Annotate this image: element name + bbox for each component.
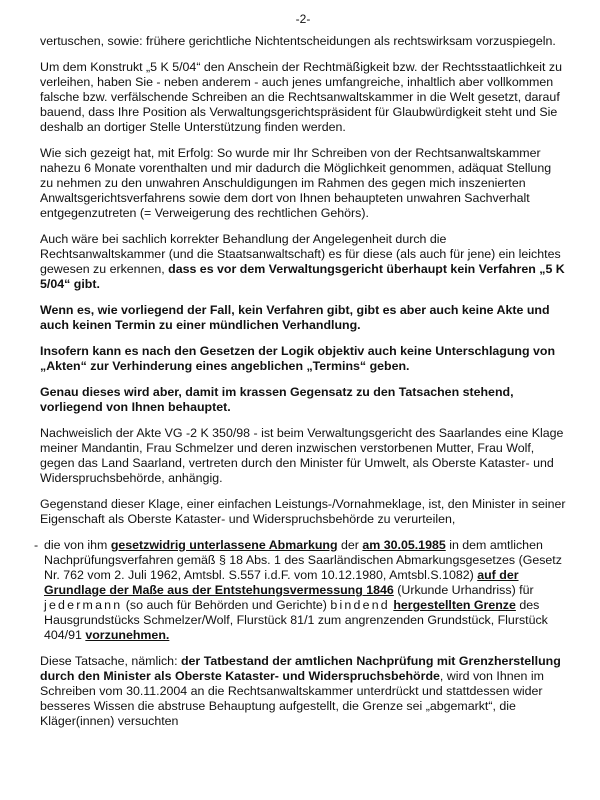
paragraph-6: Insofern kann es nach den Gesetzen der Logik objektiv auch keine Unterschlagung von „Akten“ zur Verhinderung eines angeblichen „Termins“ geben. <box>40 344 556 373</box>
paragraph-4 <box>40 232 566 292</box>
list-dash: - <box>34 538 39 552</box>
paragraph-8: Nachweislich der Akte VG -2 K 350/98 - ist beim Verwaltungsgericht des Saarlandes eine Klage meiner Mandantin, Frau Schmelzer und deren inzwischen verstorbenen Mutter, Frau Wolf, gegen das Land Saarland, vertreten durch den Minister für Umwelt, als Oberste Kataster- und Widerspruchsbehörde, anhängig. <box>40 426 564 485</box>
list-text-4: (Urkunde Urhandriss) für <box>393 583 534 597</box>
final-text-1: Diese Tatsache, nämlich: <box>40 654 181 668</box>
list-text-1: die von ihm <box>44 538 111 552</box>
paragraph-2: Um dem Konstrukt „5 K 5/04“ den Anschein der Rechtmäßigkeit bzw. der Rechtsstaatlichkeit zu verleihen, haben Sie - neben anderem - auch jenes umfangreiche, inhaltlich aber vollkommen falsche bzw. verfälschende Schreiben an die Rechtsanwaltskammer in die Welt gesetzt, darauf bauend, dass Ihre Position als Verwaltungsgerichtspräsident für Glaubwürdigkeit steht und Sie deshalb an dortiger Stelle Unterstützung finden werden. <box>40 60 563 134</box>
final-paragraph <box>40 654 566 729</box>
list-emphasis-1: gesetzwidrig unterlassene Abmarkung <box>110 538 338 552</box>
paragraph-7: Genau dieses wird aber, damit im krassen Gegensatz zu den Tatsachen stehend, vorliegend von Ihnen behauptet. <box>40 385 514 414</box>
list-text-5: (so auch für Behörden und Gerichte) <box>122 598 331 612</box>
list-jedermann: jedermann <box>44 598 123 612</box>
list-item <box>34 538 566 643</box>
list-date: am 30.05.1985 <box>362 538 446 552</box>
list-bindend: bindend <box>330 598 390 612</box>
list-emphasis-3: hergestellten Grenze <box>393 598 516 612</box>
list-text-6: des Hausgrundstücks Schmelzer/Wolf, Flurstück 81/1 zum angrenzenden Grundstück, Flurstück 404/91 <box>44 598 548 642</box>
paragraph-3: Wie sich gezeigt hat, mit Erfolg: So wurde mir Ihr Schreiben von der Rechtsanwaltskammer nahezu 6 Monate vorenthalten und mir dadurch die Möglichkeit genommen, adäquat Stellung zu nehmen zu den unwahren Anschuldigungen im Rahmen des gegen mich inszenierten Anwaltsgerichtsverfahrens sowie dem dort von Ihnen behaupteten unwahren Sachverhalt entgegenzutreten (= Verweigerung des rechtlichen Gehörs). <box>40 146 552 220</box>
paragraph-4-emphasis: dass es vor dem Verwaltungsgericht überhaupt kein Verfahren „5 K 5/04“ gibt. <box>40 262 565 291</box>
list-emphasis-2: auf der Grundlage der Maße aus der Entstehungsvermessung 1846 <box>44 568 519 597</box>
page-number: -2- <box>295 12 311 26</box>
paragraph-1: vertuschen, sowie: frühere gerichtliche Nichtentscheidungen als rechtswirksam vorzuspiegeln. <box>40 34 556 48</box>
list-emphasis-4: vorzunehmen. <box>85 628 170 642</box>
list-text-2: der <box>337 538 363 552</box>
paragraph-9: Gegenstand dieser Klage, einer einfachen Leistungs-/Vornahmeklage, ist, den Minister in seiner Eigenschaft als Oberste Kataster- und Widerspruchsbehörde zu verurteilen, <box>40 497 566 526</box>
paragraph-5: Wenn es, wie vorliegend der Fall, kein Verfahren gibt, gibt es aber auch keine Akte und auch keinen Termin zu einer mündlichen Verhandlung. <box>40 303 550 332</box>
final-text-2: , wird von Ihnen im Schreiben vom 30.11.2004 an die Rechtsanwaltskammer unterdrückt und stattdessen wider besseres Wissen die abstruse Behauptung aufgestellt, die Grenze sei „abgemarkt“, die Kläger(innen) versuchten <box>40 669 544 728</box>
final-emphasis: der Tatbestand der amtlichen Nachprüfung mit Grenzherstellung durch den Minister als Oberste Kataster- und Widerspruchsbehörde <box>40 654 561 683</box>
paragraph-4-text: Auch wäre bei sachlich korrekter Behandlung der Angelegenheit durch die Rechtsanwaltskammer (und die Staatsanwaltschaft) es für diese (als auch für jene) ein leichtes gewesen zu erkennen, <box>40 232 561 276</box>
list-text-3: in dem amtlichen Nachprüfungsverfahren gemäß § 18 Abs. 1 des Saarländischen Abmarkungsgesetzes (Gesetz Nr. 762 vom 2. Juli 1962, Amtsbl. S.557 i.d.F. vom 10.12.1980, Amtsbl.S.1082) <box>44 538 562 582</box>
